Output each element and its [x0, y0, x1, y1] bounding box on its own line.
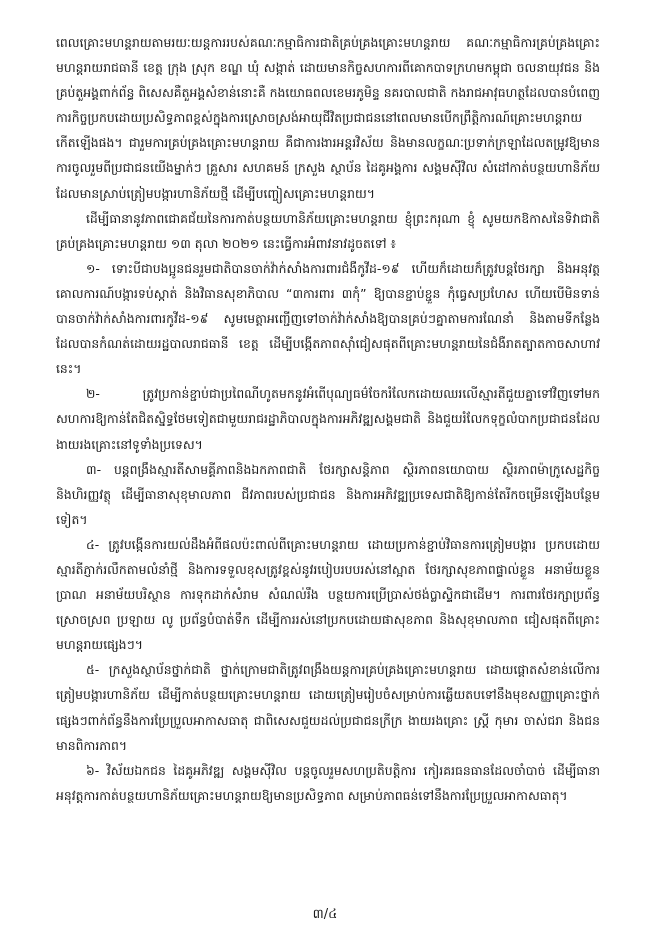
appeal-item-5: ៥- ក្រសួងស្ថាប័នថ្នាក់ជាតិ ថ្នាក់ក្រោមជាតិត្រូវពង្រឹងយន្តការគ្រប់គ្រងគ្រោះមហន្តរាយ ដោយផ្តោតសំខាន់លើការត្រៀមបង្ការហានិភ័យ ដើម្បីកាត់បន្ថយគ្រោះមហន្តរាយ ដោយត្រៀមរៀបចំសម្រាប់ការឆ្លើយតបទៅនឹងមុខសញ្ញាគ្រោះថ្នាក់ផ្សេងៗពាក់ព័ន្ធនឹងការប្រែប្រួលអាកាសធាតុ ជាពិសេសជួយដល់ប្រជាជនក្រីក្រ ងាយរងគ្រោះ ស្ត្រី កុមារ ចាស់ជរា និងជនមានពិការភាព។	[56, 662, 600, 753]
appeal-item-1: ១- ទោះបីជាបងប្អូនជនរួមជាតិបានចាក់វ៉ាក់សាំងការពារជំងឺកូវីដ-១៩ ហើយក៏ដោយក៏ត្រូវបន្តថែរក្សា និងអនុវត្តគោលការណ៍បង្ការទប់ស្កាត់ និងវិធានសុខាភិបាល “៣ការពារ ៣កុំ” ឱ្យបានខ្ជាប់ខ្ជួន កុំធ្វេសប្រហែស ហើយបើមិនទាន់បានចាក់វ៉ាក់សាំងការពារកូវីដ-១៩ សូមមេត្តាអញ្ជើញទៅចាក់វ៉ាក់សាំងឱ្យបានគ្រប់ៗគ្នាតាមការណែនាំ និងតាមទីកន្លែងដែលបានកំណត់ដោយរដ្ឋបាលរាជធានី ខេត្ត ដើម្បីបង្កើតភាពស៊ាំជៀសផុតពីគ្រោះមហន្តរាយនៃជំងឺរាតត្បាតកាចសាហាវនេះ។	[56, 260, 600, 377]
page-number: ៣/៤	[312, 907, 338, 922]
appeal-item-4: ៤- ត្រូវបង្កើនការយល់ដឹងអំពីផលប៉ះពាល់ពីគ្រោះមហន្តរាយ ដោយប្រកាន់ខ្ជាប់វិធានការត្រៀមបង្ការ ប្រកបដោយស្មារតីភ្ញាក់រលឹកតាមលំនាំថ្មី និងការទទួលខុសត្រូវខ្ពស់នូវរបៀបរបបរស់នៅស្អាត ថែរក្សាសុខភាពផ្ទាល់ខ្លួន អនាម័យខ្លួនប្រាណ អនាម័យបរិស្ថាន ការទុកដាក់សំរាម សំណល់រឹង បន្ថយការប្រើប្រាស់ថង់ប្លាស្ទិកជាដើម។ ការពារថែរក្សាប្រព័ន្ធស្រោចស្រព ប្រឡាយ លូ ប្រព័ន្ធបំបាត់ទឹក ដើម្បីការរស់នៅប្រកបដោយផាសុខភាព និងសុខុមាលភាព ជៀសផុតពីគ្រោះមហន្តរាយផ្សេងៗ។	[56, 536, 600, 653]
appeal-item-6: ៦- វិស័យឯកជន ដៃគូអភិវឌ្ឍ សង្គមស៊ីវិល បន្តចូលរួមសហប្រតិបត្តិការ កៀរគរធនធានដែលចាំបាច់ ដើម្បីធានាអនុវត្តការកាត់បន្ថយហានិភ័យគ្រោះមហន្តរាយឱ្យមានប្រសិទ្ធភាព សម្រាប់ភាពធន់ទៅនឹងការប្រែប្រួលអាកាសធាតុ។	[56, 762, 600, 803]
appeal-item-2: ២- ត្រូវប្រកាន់ខ្ជាប់ជាប្រពៃណីហូតមកនូវអំពើបុណ្យធម៌ចែករំលែកដោយឈរលើស្មារតីជួយគ្នាទៅវិញទៅមក សហការឱ្យកាន់តែជិតស្និទ្ធថែមទៀតជាមួយរាជរដ្ឋាភិបាលក្នុងការអភិវឌ្ឍសង្គមជាតិ និងជួយរំលែកទុក្ខលំបាកប្រជាជនដែលងាយរងគ្រោះនៅទូទាំងប្រទេស។	[56, 386, 600, 452]
preface-paragraph: ដើម្បីធានានូវភាពជោគជ័យនៃការកាត់បន្ថយហានិភ័យគ្រោះមហន្តរាយ ខ្ញុំព្រះករុណា ខ្ញុំ សូមយកឱកាសនៃទិវាជាតិគ្រប់គ្រងគ្រោះមហន្តរាយ ១៣ តុលា ២០២១ នេះធ្វើការអំពាវនាវដូចតទៅ ៖	[56, 210, 600, 251]
appeal-item-3: ៣- បន្តពង្រឹងស្មារតីសាមគ្គីភាពនិងឯកភាពជាតិ ថែរក្សាសន្តិភាព ស្ថិរភាពនយោបាយ ស្ថិរភាពម៉ាក្រូសេដ្ឋកិច្ច និងហិរញ្ញវត្ថុ ដើម្បីធានាសុខុមាលភាព ជីវភាពរបស់ប្រជាជន និងការអភិវឌ្ឍប្រទេសជាតិឱ្យកាន់តែរីកចម្រើនឡើងបន្ថែមទៀត។	[56, 461, 600, 527]
intro-paragraph: ពេលគ្រោះមហន្តរាយតាមរយៈយន្តការរបស់គណៈកម្មាធិការជាតិគ្រប់គ្រងគ្រោះមហន្តរាយ គណៈកម្មាធិការគ្រប់គ្រងគ្រោះមហន្តរាយរាជធានី ខេត្ត ក្រុង ស្រុក ខណ្ឌ ឃុំ សង្កាត់ ដោយមានកិច្ចសហការពីគោកបាទក្រហមកម្ពុជា ចលនាយុវជន និងគ្រប់តួអង្គពាក់ព័ន្ធ ពិសេសគឺតួអង្គសំខាន់នោះគឺ កងយោធពលខេមរភូមិន្ទ នគរបាលជាតិ កងរាជអាវុធហត្ថដែលបានបំពេញការកិច្ចប្រកបដោយប្រសិទ្ធភាពខ្ពស់ក្នុងការស្រោចស្រង់អាយុជីវិតប្រជាជននៅពេលមានបើកព្រឹត្តិការណ៍គ្រោះមហន្តរាយកើតឡើងផង។ ជារួមការគ្រប់គ្រងគ្រោះមហន្តរាយ គឺជាការងារអន្តរវិស័យ និងមានលក្ខណៈប្រទាក់ក្រឡាដែលតម្រូវឱ្យមានការចូលរួមពីប្រជាជនយើងម្នាក់ៗ គ្រួសារ សហគមន៍ ក្រសួង ស្ថាប័ន ដៃគូអង្គការ សង្គមស៊ីវិល សំដៅកាត់បន្ថយហានិភ័យដែលមានស្រាប់ត្រៀមបង្ការហានិភ័យថ្មី ដើម្បីបញ្ចៀសគ្រោះមហន្តរាយ។	[56, 35, 600, 201]
